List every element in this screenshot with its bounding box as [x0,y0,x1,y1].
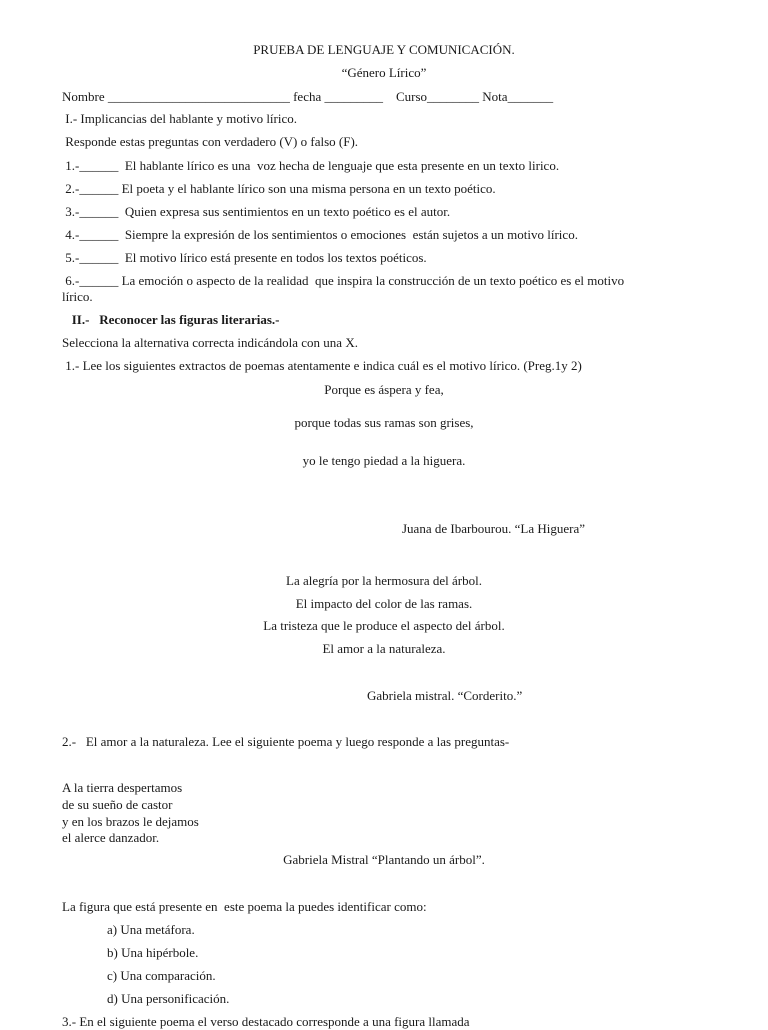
student-info-line: Nombre ____________________________ fecha _________ Curso________ Nota_______ [62,89,554,104]
poem-2-line: de su sueño de castor [62,797,173,812]
question-2-text: 2.- El amor a la naturaleza. Lee el siguiente poema y luego responde a las preguntas- [62,734,510,749]
poem-2-line: A la tierra despertamos [62,780,183,795]
poem-2-attribution: Gabriela Mistral “Plantando un árbol”. [283,852,485,867]
question-1-text: 1.- Lee los siguientes extractos de poemas atentamente e indica cuál es el motivo lírico. (Preg.1y 2) [62,358,582,373]
question-3-text: 3.- En el siguiente poema el verso destacado corresponde a una figura llamada [62,1014,470,1029]
poem-2-line: y en los brazos le dejamos [62,814,199,829]
question-1-option: El amor a la naturaleza. [322,641,446,656]
document-subtitle: “Género Lírico” [341,65,427,80]
poem-1-line: porque todas sus ramas son grises, [294,415,474,430]
true-false-item: 2.-______ El poeta y el hablante lírico son una misma persona en un texto poético. [62,181,496,196]
answer-option-a: a) Una metáfora. [107,922,195,937]
section-1-heading: I.- Implicancias del hablante y motivo lírico. [62,111,298,126]
true-false-item: 5.-______ El motivo lírico está presente en todos los textos poéticos. [62,250,427,265]
document-title: PRUEBA DE LENGUAJE Y COMUNICACIÓN. [253,42,515,57]
question-1-option: La alegría por la hermosura del árbol. [286,573,482,588]
question-1-option: La tristeza que le produce el aspecto del árbol. [263,618,505,633]
answer-option-b: b) Una hipérbole. [107,945,199,960]
poem-1-attribution: Juana de Ibarbourou. “La Higuera” [402,521,585,536]
true-false-item: 6.-______ La emoción o aspecto de la realidad que inspira la construcción de un texto poético es el motivo [62,273,625,288]
section-2-instruction: Selecciona la alternativa correcta indicándola con una X. [62,335,358,350]
question-1-option: El impacto del color de las ramas. [295,596,473,611]
true-false-item: 1.-______ El hablante lírico es una voz hecha de lenguaje que esta presente en un texto lirico. [62,158,560,173]
true-false-item-continuation: lírico. [62,289,93,304]
poem-1-line: Porque es áspera y fea, [324,382,444,397]
true-false-item: 4.-______ Siempre la expresión de los sentimientos o emociones están sujetos a un motivo lírico. [62,227,578,242]
poem-2-line: el alerce danzador. [62,830,160,845]
section-1-instruction: Responde estas preguntas con verdadero (V) o falso (F). [62,134,359,149]
true-false-item: 3.-______ Quien expresa sus sentimientos en un texto poético es el autor. [62,204,451,219]
poem-1-line: yo le tengo piedad a la higuera. [302,453,466,468]
answer-option-d: d) Una personificación. [107,991,230,1006]
question-1-attribution: Gabriela mistral. “Corderito.” [367,688,523,703]
question-2-prompt: La figura que está presente en este poema la puedes identificar como: [62,899,427,914]
section-2-heading: II.- Reconocer las figuras literarias.- [62,312,280,327]
answer-option-c: c) Una comparación. [107,968,216,983]
